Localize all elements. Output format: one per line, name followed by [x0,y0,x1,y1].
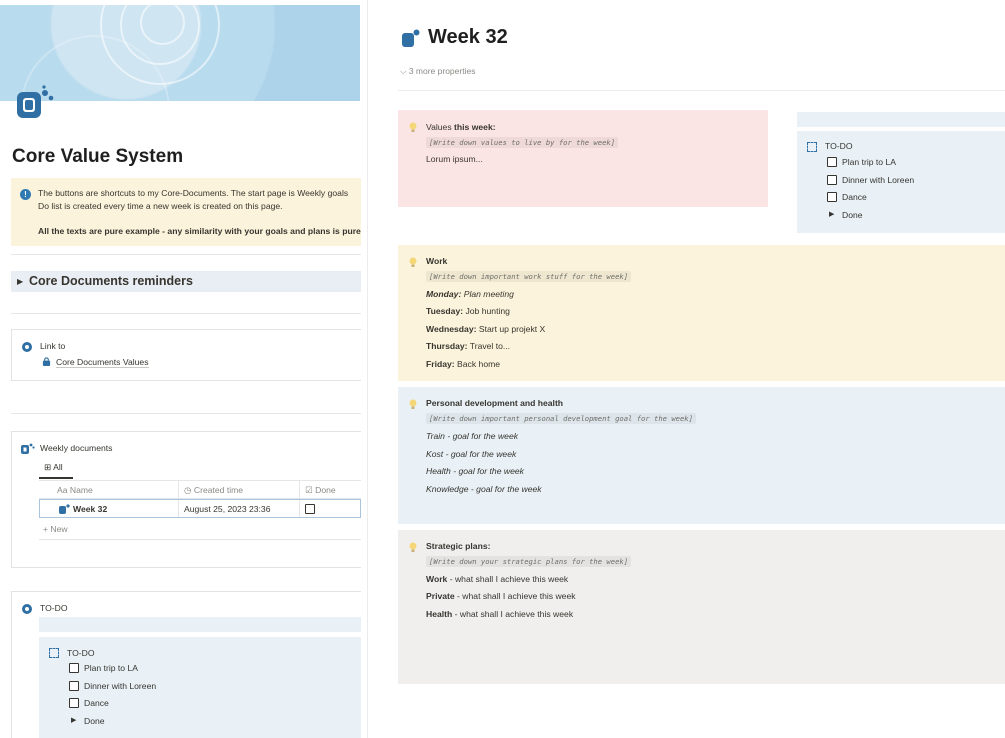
strategic-item [426,609,573,619]
database-title[interactable]: Weekly documents [40,443,113,453]
lock-icon [42,357,51,366]
column-created-label: Created time [193,485,244,495]
work-day-friday [426,359,500,369]
checkbox-property-icon: ☑ [305,485,313,495]
new-row-label: New [50,524,68,534]
link-page-core-documents-values[interactable]: Core Documents Values [56,357,149,367]
table-icon: ⊞ [44,462,52,472]
todo-section-heading: TO-DO [40,603,68,613]
view-tab-label: All [53,462,63,472]
column-name-label: Name [69,485,93,495]
todo-icon [807,142,817,152]
done-toggle[interactable]: Done [84,716,105,726]
strategic-text: - what shall I achieve this week [452,609,574,619]
page-icon[interactable] [402,29,420,47]
day-text: Job hunting [463,306,510,316]
todo-checkbox[interactable] [827,175,837,185]
toggle-triangle-icon[interactable]: ▶ [71,717,77,724]
values-hint: [Write down values to live by for the week] [426,137,618,148]
values-heading-bold: this week: [454,122,496,132]
column-name[interactable] [57,485,93,495]
divider [39,539,361,540]
todo-icon [49,648,59,658]
todo-checkbox[interactable] [69,663,79,673]
day-label: Friday: [426,359,455,369]
personal-heading: Personal development and health [426,398,564,408]
work-callout[interactable] [398,245,1005,381]
callout-line-3: All the texts are pure example - any similarity with your goals and plans is pure [38,226,361,236]
lightbulb-icon [409,122,417,133]
clock-icon: ◷ [184,485,192,495]
values-callout[interactable] [398,110,768,207]
lightbulb-icon [409,399,417,410]
chevron-down-icon: ⌵ [400,66,407,76]
table-row[interactable] [39,499,361,518]
lightbulb-icon [409,257,417,268]
strategic-plans-callout[interactable] [398,530,1005,684]
work-day-wednesday [426,324,545,334]
personal-development-callout[interactable] [398,387,1005,524]
day-label: Tuesday: [426,306,464,316]
column-divider [299,500,300,517]
todo-item[interactable]: Plan trip to LA [842,157,896,167]
todo-inner-title: TO-DO [67,648,95,658]
view-tab-all[interactable] [44,462,63,473]
column-done-label: Done [315,485,336,495]
day-label: Wednesday: [426,324,477,334]
new-row-button[interactable]: + New [43,524,68,534]
column-done[interactable] [305,485,336,496]
work-heading: Work [426,256,448,266]
personal-item: Train - goal for the week [426,431,519,441]
page-icon-small [59,504,70,514]
active-tab-indicator [39,477,73,479]
day-text: Back home [454,359,501,369]
circle-icon [22,604,32,614]
left-pane [0,0,368,738]
column-created-time[interactable] [184,485,243,496]
work-day-monday [426,289,514,299]
more-properties-label: 3 more properties [408,66,476,76]
link-label: Link to [40,341,66,351]
strategic-key: Private [426,591,455,601]
toggle-heading-core-documents[interactable] [11,271,361,292]
todo-checkbox[interactable] [69,681,79,691]
day-text: Start up projekt X [476,324,546,334]
todo-block [797,131,1005,233]
table-header [39,480,361,499]
todo-item[interactable]: Dinner with Loreen [84,681,157,691]
todo-item[interactable]: Plan trip to LA [84,663,138,673]
lightbulb-icon [409,542,417,553]
strategic-key: Work [426,574,448,584]
day-text: Travel to... [467,341,511,351]
personal-item: Kost - goal for the week [426,449,517,459]
todo-checkbox[interactable] [827,157,837,167]
strategic-hint: [Write down your strategic plans for the week] [426,556,631,567]
divider [11,254,361,255]
personal-item: Knowledge - goal for the week [426,484,542,494]
work-day-tuesday [426,306,510,316]
work-hint: [Write down important work stuff for the week] [426,271,631,282]
page-title[interactable]: Week 32 [428,26,508,48]
row-name[interactable]: Week 32 [73,504,108,514]
strategic-item [426,574,568,584]
callout-line-2: Do list is created every time a new week is created on this page. [38,201,283,211]
toggle-triangle-icon[interactable]: ▶ [829,211,835,218]
todo-inner-block [39,637,361,738]
personal-item: Health - goal for the week [426,466,524,476]
more-properties-toggle[interactable] [400,66,475,77]
values-heading-prefix: Values [426,122,455,132]
todo-item[interactable]: Dance [842,192,867,202]
strategic-heading: Strategic plans: [426,541,491,551]
row-done-checkbox[interactable] [305,504,315,514]
strategic-key: Health [426,609,453,619]
divider [398,90,1005,91]
strategic-text: - what shall I achieve this week [447,574,569,584]
day-label: Thursday: [426,341,468,351]
page-title[interactable]: Core Value System [12,146,184,167]
row-created-time: August 25, 2023 23:36 [184,504,271,514]
values-heading [426,122,496,132]
circle-icon [22,342,32,352]
database-icon [21,443,35,455]
column-divider [299,481,300,498]
callout-line-1: The buttons are shortcuts to my Core-Documents. The start page is Weekly goals [38,188,349,198]
todo-spacer-block [797,112,1005,127]
toggle-heading-label: Core Documents reminders [29,274,193,288]
todo-spacer-block [39,617,361,632]
column-divider [178,481,179,498]
day-text: Plan meeting [461,289,514,299]
info-callout[interactable] [11,178,361,246]
personal-hint: [Write down important personal development goal for the week] [426,413,696,424]
strategic-item [426,591,576,601]
info-icon: ! [20,189,31,200]
text-property-icon: Aa [57,485,68,495]
work-day-thursday [426,341,510,351]
page-icon[interactable] [14,84,58,120]
day-label: Monday: [426,289,462,299]
divider [11,413,361,414]
todo-item[interactable]: Dinner with Loreen [842,175,915,185]
toggle-triangle-icon[interactable]: ▶ [17,277,24,286]
todo-title: TO-DO [825,141,853,151]
todo-item[interactable]: Dance [84,698,109,708]
link-block [11,329,361,381]
divider [11,313,361,314]
todo-checkbox[interactable] [69,698,79,708]
column-divider [178,500,179,517]
todo-checkbox[interactable] [827,192,837,202]
strategic-text: - what shall I achieve this week [454,591,576,601]
values-body: Lorum ipsum... [426,154,483,164]
done-toggle[interactable]: Done [842,210,863,220]
